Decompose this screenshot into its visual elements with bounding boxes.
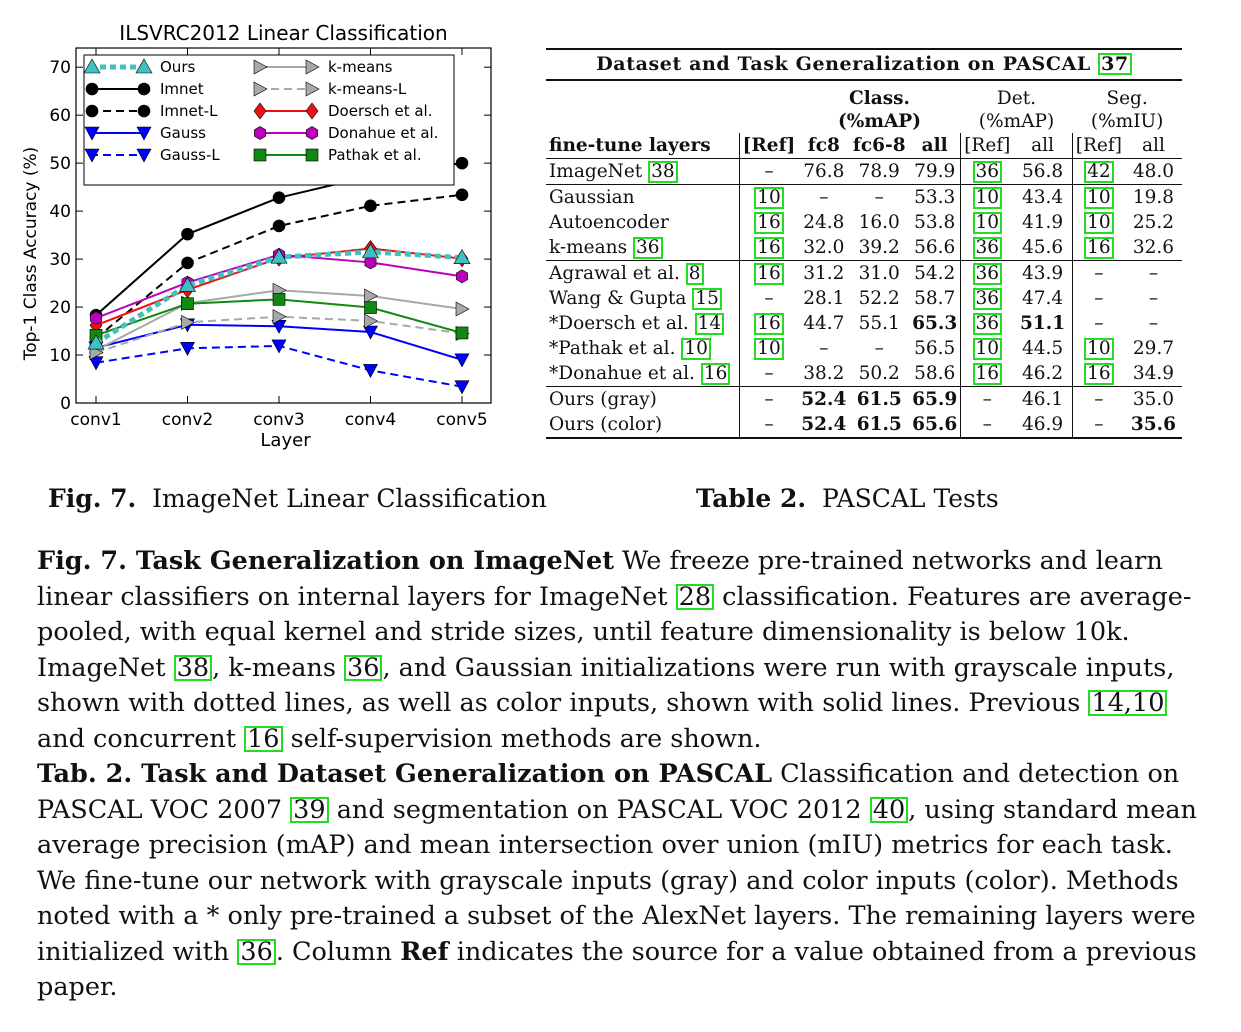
caption-text: , k-means <box>212 652 345 683</box>
citation-link[interactable]: 36 <box>973 288 1003 310</box>
citation-link[interactable]: 10 <box>1084 212 1114 234</box>
row-label <box>546 336 739 361</box>
column-header: [Ref] <box>1072 133 1125 159</box>
data-point-donahue-et-al <box>456 270 467 283</box>
row-label <box>546 159 739 185</box>
row-label <box>546 261 739 287</box>
table-title-cite[interactable]: 37 <box>1098 53 1132 75</box>
x-tick-label: conv5 <box>436 410 488 430</box>
citation-link[interactable]: 16 <box>754 313 784 335</box>
figure-7-chart <box>14 14 514 462</box>
table-cell: 53.3 <box>909 185 961 211</box>
table-row <box>546 412 1182 438</box>
legend-marker-imnet-l <box>86 105 98 117</box>
column-header: all <box>909 133 961 159</box>
table-row <box>546 336 1182 361</box>
fig-label-prefix: Fig. 7. <box>48 484 137 513</box>
table-cell <box>961 286 1014 311</box>
chart-title: ILSVRC2012 Linear Classification <box>119 21 448 45</box>
legend-label-imnet: Imnet <box>160 80 204 98</box>
legend-label-doersch-et-al: Doersch et al. <box>328 102 433 120</box>
y-tick-label: 60 <box>49 106 71 127</box>
method-name: ImageNet <box>549 160 643 182</box>
citation-link[interactable]: 14 <box>695 313 725 335</box>
column-header: [Ref] <box>739 133 798 159</box>
data-point-pathak-et-al <box>182 298 194 310</box>
table-cell <box>1072 235 1125 261</box>
table-cell <box>739 185 798 211</box>
table-cell: – <box>819 338 829 359</box>
citation-link[interactable]: 36 <box>633 237 663 259</box>
table-cell: 53.8 <box>914 212 956 233</box>
x-tick-label: conv3 <box>253 410 305 430</box>
table-cell <box>961 159 1014 185</box>
data-point-gauss <box>455 354 469 367</box>
table-2 <box>546 48 1182 439</box>
table-title-text: Dataset and Task Generalization on PASCAL <box>596 53 1091 75</box>
citation-link[interactable]: 14,10 <box>1088 690 1167 716</box>
fig-label-text: ImageNet Linear Classification <box>152 484 547 513</box>
caption-text: Ref <box>400 936 449 967</box>
table-cell: – <box>1148 313 1159 334</box>
citation-link[interactable]: 16 <box>754 212 784 234</box>
data-point-imnet <box>273 192 285 204</box>
legend-label-k-means: k-means <box>328 58 393 76</box>
group-det: Det. (%mAP) <box>978 88 1055 132</box>
table-cell: 35.0 <box>1125 387 1182 413</box>
table-row <box>546 311 1182 336</box>
legend-marker-donahue-et-al <box>254 127 265 140</box>
table-cell: 35.6 <box>1125 412 1182 438</box>
legend-label-imnet-l: Imnet-L <box>160 102 218 120</box>
table-cell: 51.1 <box>1020 313 1066 334</box>
citation-link[interactable]: 40 <box>870 797 908 823</box>
table-cell: – <box>1072 412 1125 438</box>
legend-marker-imnet-l <box>138 105 150 117</box>
y-tick-label: 10 <box>49 346 71 367</box>
citation-link[interactable]: 10 <box>973 212 1003 234</box>
citation-link[interactable]: 36 <box>973 313 1003 335</box>
citation-link[interactable]: 16 <box>244 726 282 752</box>
data-point-imnet <box>456 157 468 169</box>
data-point-k-means <box>456 302 469 316</box>
column-header: fine-tune layers <box>546 133 739 159</box>
table-cell: 34.9 <box>1132 363 1175 384</box>
legend-label-donahue-et-al: Donahue et al. <box>328 124 439 142</box>
data-point-donahue-et-al <box>90 312 101 325</box>
table-cell: – <box>1072 261 1125 287</box>
table-cell: 52.4 <box>798 387 849 413</box>
table-cell: 31.2 <box>798 261 849 287</box>
data-point-gauss-l <box>364 364 378 377</box>
table-row <box>546 210 1182 235</box>
table-cell: 56.6 <box>914 237 956 258</box>
table-cell: – <box>961 387 1014 413</box>
table-cell: 56.8 <box>1021 161 1064 182</box>
citation-link[interactable]: 36 <box>973 237 1003 259</box>
citation-link[interactable]: 10 <box>1084 187 1114 209</box>
legend-label-gauss-l: Gauss-L <box>160 146 220 164</box>
table-cell: 52.4 <box>798 412 849 438</box>
legend-marker-donahue-et-al <box>306 127 317 140</box>
table-row <box>546 261 1182 287</box>
citation-link[interactable]: 38 <box>648 161 678 183</box>
caption-text: . Column <box>275 936 401 967</box>
table-cell: 29.7 <box>1132 338 1175 359</box>
table-cell: – <box>1072 286 1125 311</box>
table-cell: 65.9 <box>909 387 961 413</box>
method-name: Gaussian <box>549 187 635 208</box>
table-cell <box>961 261 1014 287</box>
table-cell: 61.5 <box>849 412 909 438</box>
caption-text: Tab. 2. Task and Dataset Generalization on PASCAL <box>37 759 772 789</box>
table-cell <box>1072 159 1125 185</box>
table-row <box>546 159 1182 185</box>
method-name: Autoencoder <box>549 212 669 233</box>
caption-text: and concurrent <box>37 723 245 754</box>
table-cell: 44.7 <box>803 313 845 334</box>
table-cell: 28.1 <box>803 288 845 309</box>
data-point-imnet-l <box>365 200 377 212</box>
table-row <box>546 387 1182 413</box>
legend-label-pathak-et-al: Pathak et al. <box>328 146 422 164</box>
method-name: Wang & Gupta <box>549 287 687 309</box>
table-cell <box>1072 336 1125 361</box>
table-row <box>546 286 1182 311</box>
data-point-imnet <box>182 228 194 240</box>
caption-text: , and Gaussian initializations were run with grayscale inputs, shown with dotted lines, as well as color inputs, shown with solid lines. Previous <box>37 652 1175 718</box>
caption-text: Fig. 7. Task Generalization on ImageNet <box>37 546 615 576</box>
table-cell: 25.2 <box>1132 212 1175 233</box>
method-name: Ours (gray) <box>549 389 657 410</box>
caption-text: indicates the source for a value obtained from a previous paper. <box>37 936 1197 1002</box>
table-cell <box>1072 185 1125 211</box>
table-row <box>546 361 1182 387</box>
data-point-pathak-et-al <box>456 327 468 339</box>
row-label <box>546 361 739 387</box>
citation-link[interactable]: 39 <box>290 797 328 823</box>
row-label <box>546 235 739 261</box>
table-cell: 54.2 <box>909 261 961 287</box>
table-cell <box>961 235 1014 261</box>
citation-link[interactable]: 38 <box>174 655 212 681</box>
citation-link[interactable]: 8 <box>686 263 704 285</box>
citation-link[interactable]: 36 <box>973 263 1003 285</box>
table-cell: 46.1 <box>1013 387 1072 413</box>
table-cell: 61.5 <box>849 387 909 413</box>
table-cell: 65.6 <box>909 412 961 438</box>
legend-box <box>84 55 454 185</box>
citation-link[interactable]: 16 <box>1084 363 1114 385</box>
table-cell <box>961 311 1014 336</box>
citation-link[interactable]: 42 <box>1084 161 1114 183</box>
table-cell: 39.2 <box>858 237 900 258</box>
legend-label-ours: Ours <box>160 58 196 76</box>
caption-figure <box>37 544 1202 757</box>
method-name: k-means <box>549 236 628 258</box>
tab-label-text: PASCAL Tests <box>822 484 999 513</box>
table-row <box>546 185 1182 211</box>
tab-label-prefix: Table 2. <box>696 484 807 513</box>
table-cell <box>961 361 1014 387</box>
row-label <box>546 412 739 438</box>
table-cell: – <box>1125 261 1182 287</box>
fig-7-label <box>48 484 547 513</box>
table-cell: 32.6 <box>1132 237 1175 258</box>
table-cell: 43.4 <box>1013 185 1072 211</box>
legend-marker-imnet <box>86 83 98 95</box>
citation-link[interactable]: 16 <box>754 263 784 285</box>
x-axis-label: Layer <box>260 430 311 451</box>
caption-text: and segmentation on PASCAL VOC 2012 <box>328 794 870 825</box>
y-axis-label: Top-1 Class Accuracy (%) <box>21 146 41 361</box>
column-header: all <box>1013 133 1072 159</box>
table-column-header <box>546 133 1182 159</box>
table-cell: 58.6 <box>914 363 956 384</box>
column-header: fc6-8 <box>849 133 909 159</box>
group-class: Class. (%mAP) <box>838 88 921 132</box>
table-cell <box>739 235 798 261</box>
citation-link[interactable]: 10 <box>973 187 1003 209</box>
table-cell: – <box>874 338 884 359</box>
column-header: [Ref] <box>961 133 1014 159</box>
table-cell: – <box>739 387 798 413</box>
column-header: all <box>1125 133 1182 159</box>
table-cell: 19.8 <box>1125 185 1182 211</box>
y-tick-label: 20 <box>49 298 71 319</box>
caption-table <box>37 757 1202 1006</box>
table-cell <box>961 336 1014 361</box>
table-row <box>546 235 1182 261</box>
citation-link[interactable]: 10 <box>681 338 711 360</box>
method-name: *Pathak et al. <box>549 337 676 359</box>
table-cell: 43.9 <box>1013 261 1072 287</box>
table-cell: – <box>739 361 798 387</box>
legend-label-k-means-l: k-means-L <box>328 80 407 98</box>
data-point-pathak-et-al <box>273 293 285 305</box>
table-cell: 55.1 <box>858 313 900 334</box>
table-cell: 41.9 <box>1021 212 1064 233</box>
table-title <box>546 50 1182 79</box>
table-cell <box>961 185 1014 211</box>
method-name: Ours (color) <box>549 414 663 435</box>
table-cell: – <box>739 159 798 185</box>
results-table <box>546 85 1182 439</box>
table-cell: 76.8 <box>803 161 845 182</box>
x-tick-label: conv4 <box>344 410 397 430</box>
table-cell: 47.4 <box>1021 288 1064 309</box>
table-cell: – <box>961 412 1014 438</box>
legend-marker-imnet <box>138 83 150 95</box>
caption-text: classification. Features are average-pooled, with equal kernel and stride sizes, until feature dimensionality is below 10k. ImageNet <box>37 581 1192 683</box>
row-label <box>546 387 739 413</box>
table-group-header <box>546 85 1182 133</box>
table-cell <box>739 336 798 361</box>
method-name: *Doersch et al. <box>549 312 689 334</box>
legend-label-gauss: Gauss <box>160 124 206 142</box>
table-cell: – <box>798 185 849 211</box>
citation-link[interactable]: 36 <box>237 939 275 965</box>
table-cell <box>739 261 798 287</box>
data-point-imnet-l <box>456 189 468 201</box>
citation-link[interactable]: 28 <box>676 584 714 610</box>
table-cell: 45.6 <box>1021 237 1064 258</box>
table-cell: 50.2 <box>858 363 900 384</box>
citation-link[interactable]: 10 <box>754 338 784 360</box>
row-label <box>546 286 739 311</box>
x-tick-label: conv1 <box>70 410 122 430</box>
y-tick-label: 30 <box>49 250 71 271</box>
x-tick-label: conv2 <box>161 410 214 430</box>
table-cell: 79.9 <box>914 161 956 182</box>
row-label <box>546 185 739 211</box>
table-cell <box>739 210 798 235</box>
citation-link[interactable]: 36 <box>973 161 1003 183</box>
data-point-k-means <box>365 289 378 303</box>
table-cell: – <box>1072 387 1125 413</box>
table-cell: – <box>739 286 798 311</box>
table-cell <box>739 311 798 336</box>
y-tick-label: 40 <box>49 202 71 223</box>
caption-block <box>37 544 1202 1006</box>
legend-marker-pathak-et-al <box>306 149 318 161</box>
method-name: Agrawal et al. <box>549 262 680 284</box>
table-cell: 78.9 <box>858 161 900 182</box>
table-cell: 38.2 <box>803 363 845 384</box>
y-tick-label: 0 <box>60 394 71 414</box>
table-cell: 58.7 <box>914 288 956 309</box>
citation-link[interactable]: 16 <box>973 363 1003 385</box>
table-cell: 16.0 <box>858 212 900 233</box>
column-header: fc8 <box>798 133 849 159</box>
row-label <box>546 210 739 235</box>
citation-link[interactable]: 10 <box>754 187 784 209</box>
caption-text: We freeze pre-trained networks and learn linear classifiers on internal layers for ImageNet <box>37 546 1163 612</box>
caption-text: self-supervision methods are shown. <box>282 723 762 754</box>
citation-link[interactable]: 10 <box>1084 338 1114 360</box>
data-point-imnet-l <box>182 257 194 269</box>
citation-link[interactable]: 10 <box>973 338 1003 360</box>
citation-link[interactable]: 15 <box>692 288 722 310</box>
table-cell: 65.3 <box>912 313 958 334</box>
table-cell: 56.5 <box>914 338 956 359</box>
table-cell: – <box>1148 288 1159 309</box>
legend-marker-pathak-et-al <box>254 149 266 161</box>
table-cell: – <box>849 185 909 211</box>
table-cell: 46.2 <box>1021 363 1064 384</box>
table-cell <box>1072 210 1125 235</box>
table-2-label <box>696 484 999 513</box>
table-cell: 46.9 <box>1013 412 1072 438</box>
chart-svg <box>14 14 514 462</box>
data-point-gauss-l <box>455 381 469 394</box>
table-cell: 24.8 <box>803 212 845 233</box>
table-cell: 52.2 <box>858 288 900 309</box>
group-seg: Seg. (%mIU) <box>1090 88 1164 132</box>
table-cell: 48.0 <box>1132 161 1175 182</box>
table-cell: 31.0 <box>849 261 909 287</box>
row-label <box>546 311 739 336</box>
table-cell: 32.0 <box>803 237 845 258</box>
data-point-pathak-et-al <box>365 302 377 314</box>
citation-link[interactable]: 36 <box>344 655 382 681</box>
citation-link[interactable]: 16 <box>754 237 784 259</box>
table-cell: – <box>1072 311 1125 336</box>
table-cell <box>961 210 1014 235</box>
table-cell: – <box>739 412 798 438</box>
caption-text: , using standard mean average precision (mAP) and mean intersection over union (mIU) metrics for each task. We fine-tune our network with grayscale inputs (gray) and color inputs (color). Methods noted with a * only pre-trained a subset of the AlexNet layers. The remaining layers were initialized with <box>37 794 1197 967</box>
citation-link[interactable]: 16 <box>701 363 731 385</box>
method-name: *Donahue et al. <box>549 362 695 384</box>
y-tick-label: 50 <box>49 154 71 175</box>
data-point-imnet-l <box>273 220 285 232</box>
table-cell <box>1072 361 1125 387</box>
table-cell: 44.5 <box>1021 338 1064 359</box>
y-tick-label: 70 <box>49 58 71 79</box>
citation-link[interactable]: 16 <box>1084 237 1114 259</box>
caption-text: Classification and detection on PASCAL VOC 2007 <box>37 759 1180 825</box>
